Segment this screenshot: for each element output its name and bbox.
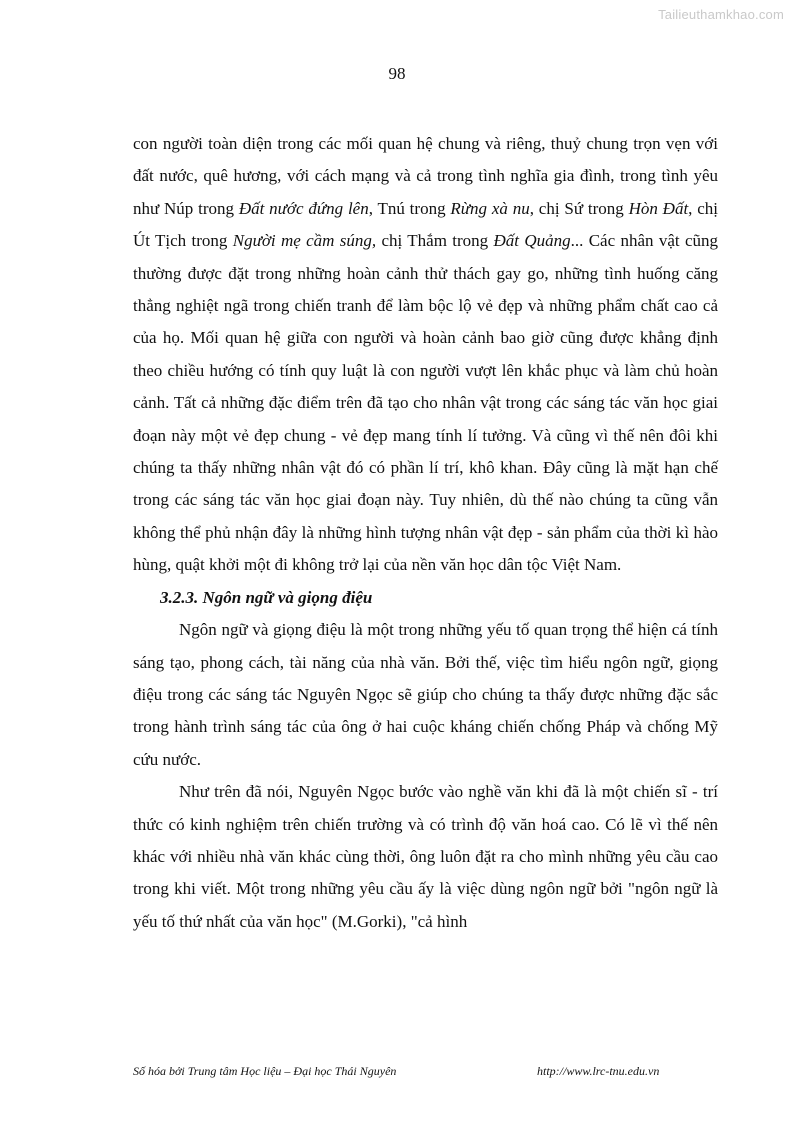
paragraph-3: Như trên đã nói, Nguyên Ngọc bước vào nghề văn khi đã là một chiến sĩ - trí thức có kinh nghiệm trên chiến trường và có trình độ văn hoá cao. Có lẽ vì thế nên khác với nhiều nhà văn khác cùng thời, ông luôn đặt ra cho mình những yêu cầu cao trong khi viết. Một trong những yêu cầu ấy là việc dùng ngôn ngữ bởi "ngôn ngữ là yếu tố thứ nhất của văn học" (M.Gorki), "cả hình: [133, 782, 718, 931]
book-title: Rừng xà nu: [450, 198, 530, 218]
book-title: Đất Quảng: [493, 231, 571, 251]
section-heading: 3.2.3. Ngôn ngữ và giọng điệu: [160, 587, 373, 607]
paragraph-1: [133, 128, 718, 582]
footer-url: http://www.lrc-tnu.edu.vn: [537, 1064, 660, 1078]
text-run: , chị Sứ trong: [529, 198, 629, 218]
footer-source: Số hóa bởi Trung tâm Học liệu – Đại học Thái Nguyên: [133, 1064, 397, 1078]
book-title: Hòn Đất: [628, 198, 689, 218]
book-title: Đất nước đứng lên: [238, 198, 369, 218]
page-body: [133, 128, 718, 938]
watermark: Tailieuthamkhao.com: [658, 7, 784, 22]
page-number: 98: [388, 64, 406, 83]
text-run: , chị Út Tịch trong: [133, 198, 719, 251]
text-run: con người toàn diện trong các mối quan hệ chung và riêng, thuỷ chung trọn vẹn với đất nước, quê hương, với cách mạng và cả trong tình nghĩa gia đình, trong tình yêu như Núp trong: [133, 134, 718, 218]
text-run: ... Các nhân vật cũng thường được đặt trong những hoàn cảnh thử thách gay go, những tình huống căng thẳng nghiệt ngã trong chiến tranh để làm bộc lộ vẻ đẹp và những phẩm chất cao cả của họ. Mối quan hệ giữa con người và hoàn cảnh bao giờ cũng được khẳng định theo chiều hướng có tính quy luật là con người vượt lên khắc phục và làm chủ hoàn cảnh. Tất cả những đặc điểm trên đã tạo cho nhân vật trong các sáng tác văn học giai đoạn này một vẻ đẹp chung - vẻ đẹp mang tính lí tưởng. Và cũng vì thế nên đôi khi chúng ta thấy những nhân vật đó có phần lí trí, khô khan. Đây cũng là mặt hạn chế trong các sáng tác văn học giai đoạn này. Tuy nhiên, dù thế nào chúng ta cũng vẫn không thể phủ nhận đây là những hình tượng nhân vật đẹp - sản phẩm của thời kì hào hùng, quật khởi một đi không trở lại của nền văn học dân tộc Việt Nam.: [133, 231, 719, 575]
paragraph-2: Ngôn ngữ và giọng điệu là một trong những yếu tố quan trọng thể hiện cá tính sáng tạo, phong cách, tài năng của nhà văn. Bởi thế, việc tìm hiểu ngôn ngữ, giọng điệu trong các sáng tác Nguyên Ngọc sẽ giúp cho chúng ta thấy được những đặc sắc trong hành trình sáng tác của ông ở hai cuộc kháng chiến chống Pháp và chống Mỹ cứu nước.: [133, 620, 718, 769]
text-run: chị Thắm trong: [376, 231, 494, 251]
book-title: Người mẹ cầm súng,: [232, 231, 377, 251]
text-run: , Tnú trong: [368, 198, 451, 218]
